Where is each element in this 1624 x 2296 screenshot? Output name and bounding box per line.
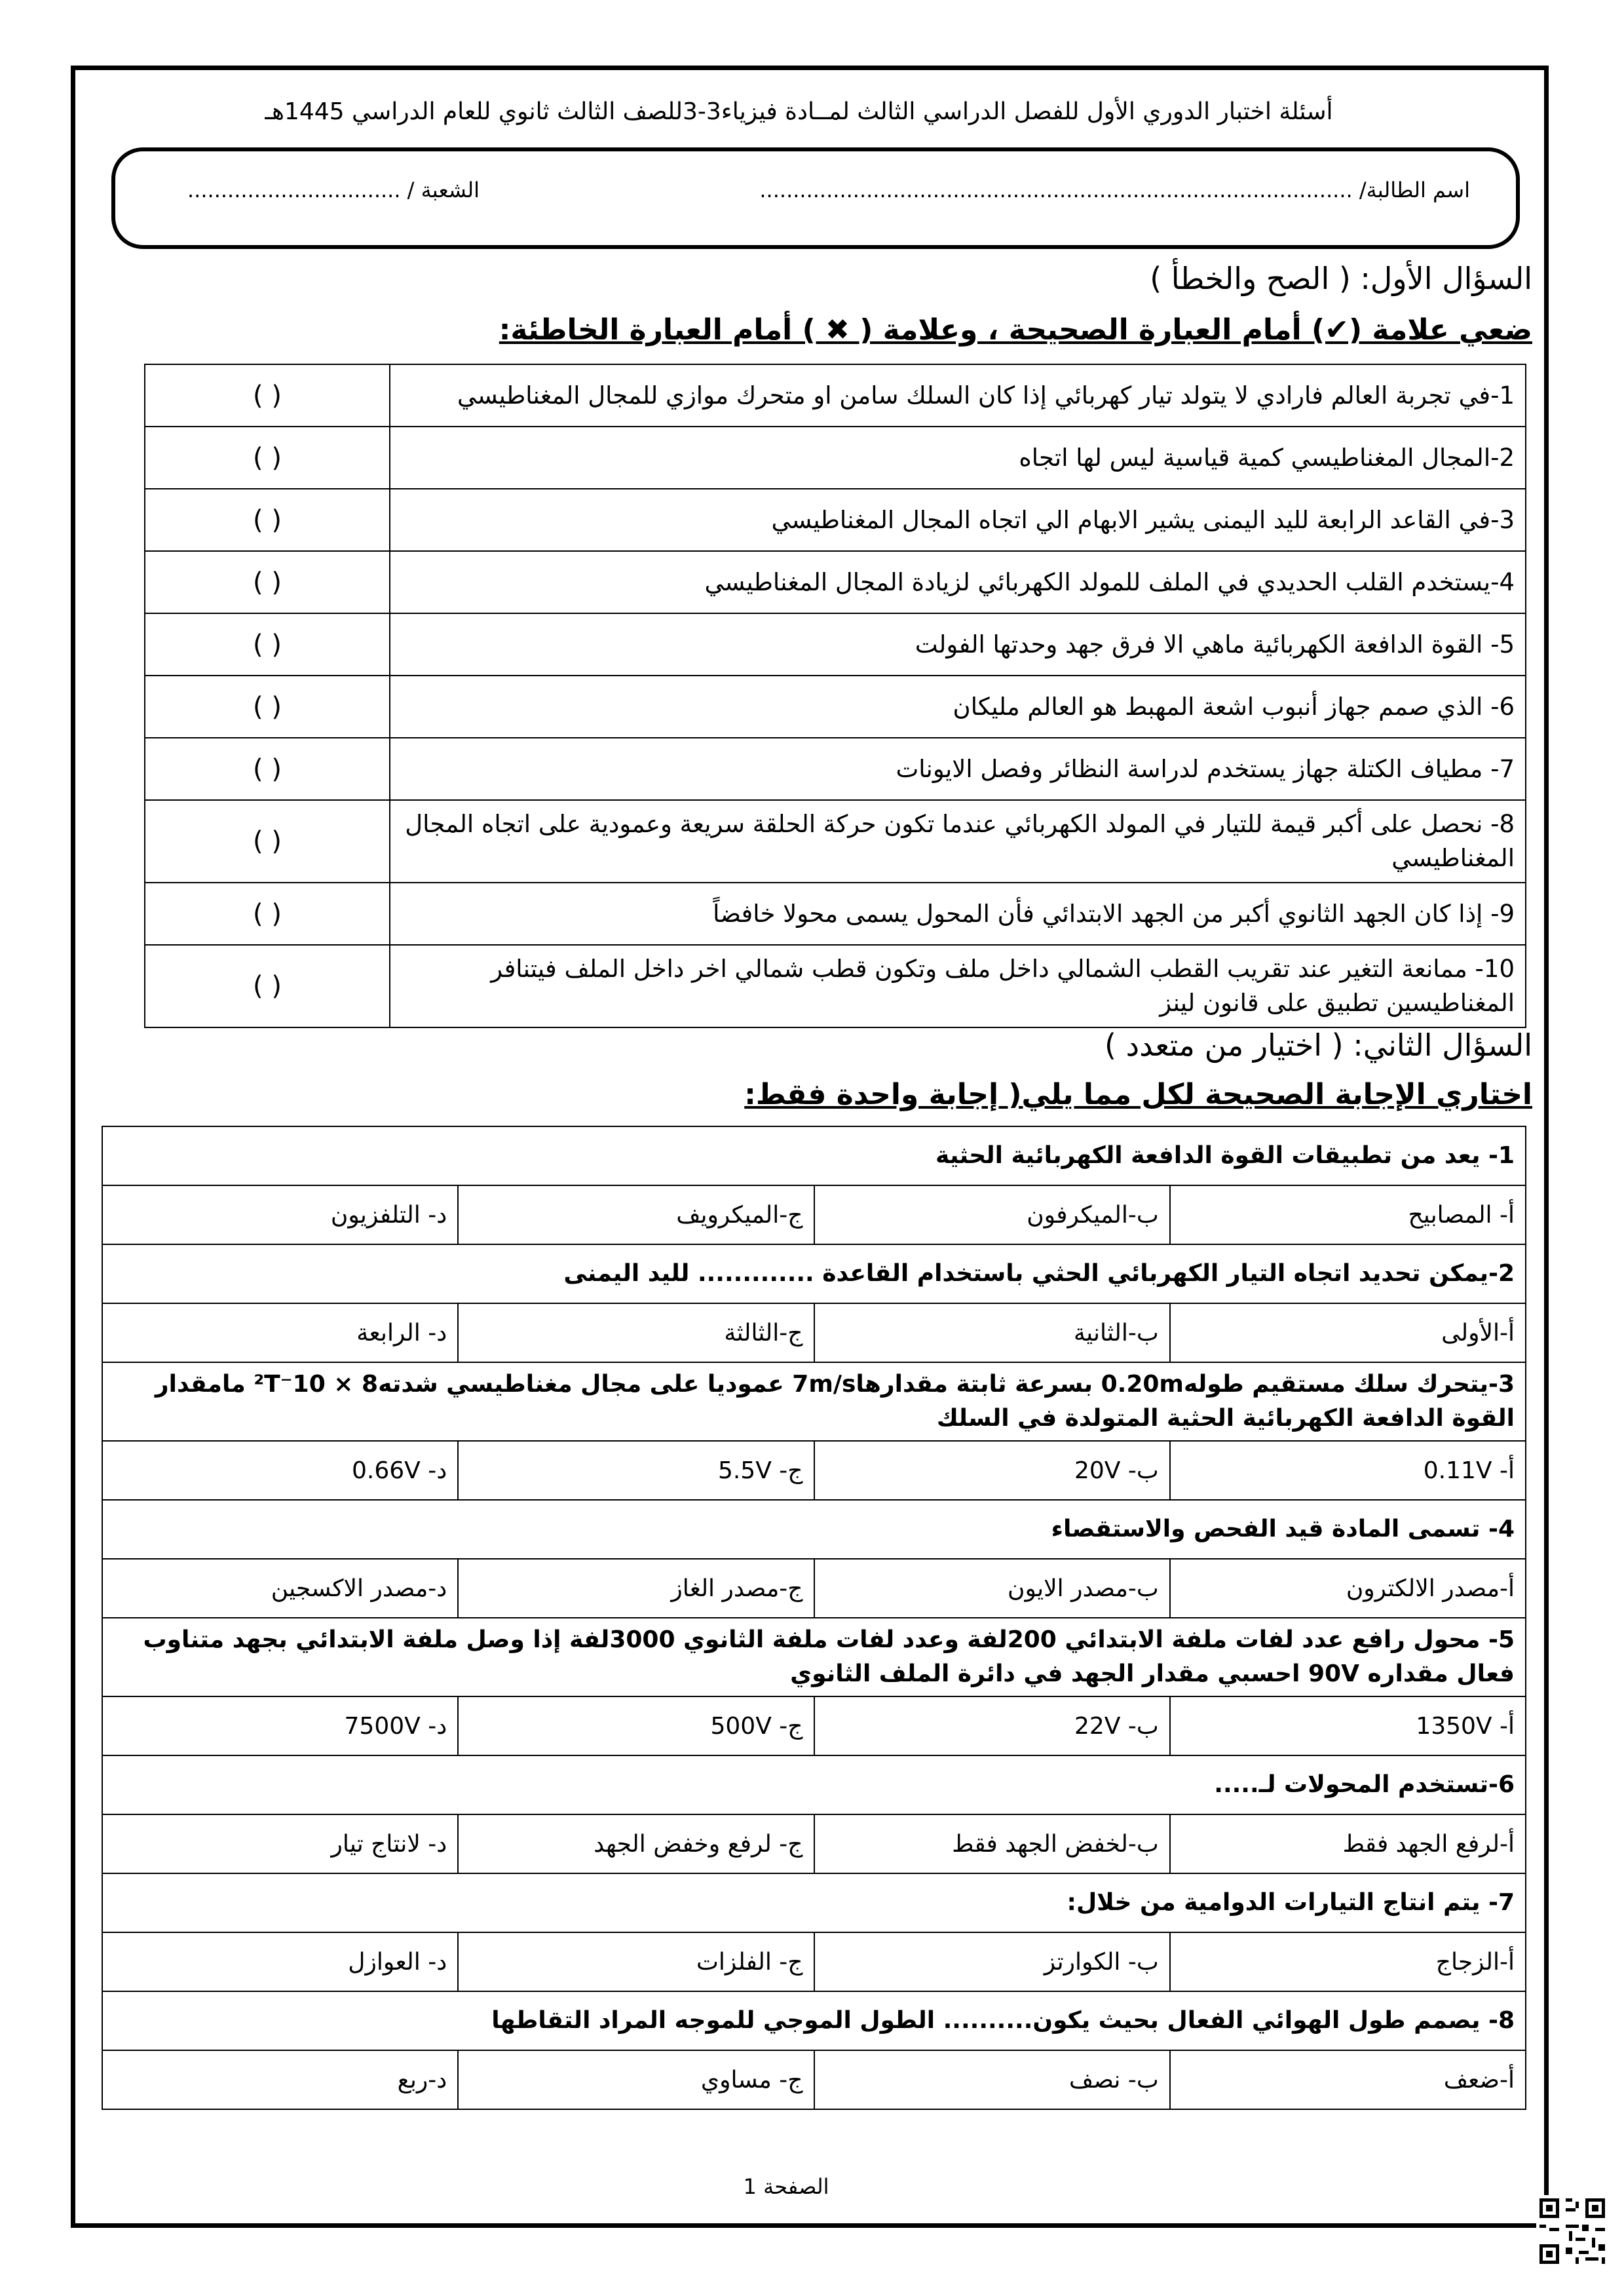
mc-question: 8- يصمم طول الهوائي الفعال بحيث يكون.......... الطول الموجي للموجه المراد التقاطها (102, 1991, 1526, 2050)
mc-options-row (102, 1441, 1526, 1500)
mc-question-row (102, 1991, 1526, 2050)
mc-option[interactable]: د- الرابعة (102, 1303, 458, 1362)
mc-option[interactable]: ج- الفلزات (458, 1932, 814, 1991)
tf-row (145, 489, 1526, 551)
mc-options-row (102, 1696, 1526, 1755)
tf-row (145, 883, 1526, 945)
tf-statement: 6- الذي صمم جهاز أنبوب اشعة المهبط هو العالم مليكان (390, 676, 1526, 738)
q1-heading: السؤال الأول: ( الصح والخطأ ) (1150, 261, 1532, 296)
tf-answer-mark[interactable]: ( ) (145, 489, 390, 551)
mc-question: 5- محول رافع عدد لفات ملفة الابتدائي 200لفة وعدد لفات ملفة الثانوي 3000لفة إذا وصل ملفة الابتدائي بجهد متناوب فعال مقداره 90V احسبي مقدار الجهد في دائرة الملف الثانوي (102, 1618, 1526, 1696)
mc-question-row (102, 1873, 1526, 1932)
student-info-box (111, 147, 1520, 249)
q2-heading: السؤال الثاني: ( اختيار من متعدد ) (1105, 1027, 1532, 1063)
mc-option[interactable]: ج-مصدر الغاز (458, 1559, 814, 1618)
tf-answer-mark[interactable]: ( ) (145, 738, 390, 800)
mc-option[interactable]: ب- الكوارتز (814, 1932, 1170, 1991)
mc-option[interactable]: د-مصدر الاكسجين (102, 1559, 458, 1618)
mc-options-row (102, 1185, 1526, 1244)
mc-question: 4- تسمى المادة قيد الفحص والاستقصاء (102, 1500, 1526, 1559)
tf-statement: 8- نحصل على أكبر قيمة للتيار في المولد الكهربائي عندما تكون حركة الحلقة سريعة وعمودية على اتجاه المجال المغناطيسي (390, 800, 1526, 883)
mc-option[interactable]: أ-الزجاج (1170, 1932, 1526, 1991)
true-false-table (144, 364, 1526, 1028)
mc-option[interactable]: د- العوازل (102, 1932, 458, 1991)
tf-answer-mark[interactable]: ( ) (145, 883, 390, 945)
mc-option[interactable]: ج- 500V (458, 1696, 814, 1755)
mc-option[interactable]: أ-مصدر الالكترون (1170, 1559, 1526, 1618)
mc-question-row (102, 1362, 1526, 1441)
mc-option[interactable]: ج- لرفع وخفض الجهد (458, 1814, 814, 1873)
mc-option[interactable]: ب- 20V (814, 1441, 1170, 1500)
mc-options-row (102, 1932, 1526, 1991)
tf-answer-mark[interactable]: ( ) (145, 676, 390, 738)
mc-options-row (102, 2050, 1526, 2109)
tf-statement: 4-يستخدم القلب الحديدي في الملف للمولد الكهربائي لزيادة المجال المغناطيسي (390, 551, 1526, 613)
mc-option[interactable]: د- لانتاج تيار (102, 1814, 458, 1873)
mc-option[interactable]: ب-لخفض الجهد فقط (814, 1814, 1170, 1873)
tf-row (145, 676, 1526, 738)
tf-row (145, 800, 1526, 883)
multiple-choice-table (102, 1126, 1526, 2110)
tf-answer-mark[interactable]: ( ) (145, 800, 390, 883)
mc-option[interactable]: أ- 1350V (1170, 1696, 1526, 1755)
tf-answer-mark[interactable]: ( ) (145, 551, 390, 613)
student-name-field[interactable]: اسم الطالبة/ ......................................................................................... (759, 178, 1470, 202)
mc-option[interactable]: ج-الثالثة (458, 1303, 814, 1362)
tf-row (145, 613, 1526, 676)
tf-row (145, 551, 1526, 613)
tf-row (145, 945, 1526, 1027)
tf-answer-mark[interactable]: ( ) (145, 364, 390, 427)
q2-instruction: اختاري الإجابة الصحيحة لكل مما يلي( إجابة واحدة فقط: (744, 1078, 1532, 1111)
mc-options-row (102, 1814, 1526, 1873)
tf-answer-mark[interactable]: ( ) (145, 613, 390, 676)
mc-question: 6-تستخدم المحولات لـ..... (102, 1755, 1526, 1814)
tf-statement: 3-في القاعد الرابعة لليد اليمنى يشير الابهام الي اتجاه المجال المغناطيسي (390, 489, 1526, 551)
tf-answer-mark[interactable]: ( ) (145, 427, 390, 489)
mc-question: 3-يتحرك سلك مستقيم طوله0.20m بسرعة ثابتة مقدارها7m/s عموديا على مجال مغناطيسي شدته8 × 10⁻²T مامقدار القوة الدافعة الكهربائية الحثية المتولدة في السلك (102, 1362, 1526, 1441)
mc-option[interactable]: د- 0.66V (102, 1441, 458, 1500)
mc-option[interactable]: ب-الميكرفون (814, 1185, 1170, 1244)
mc-option[interactable]: أ-لرفع الجهد فقط (1170, 1814, 1526, 1873)
tf-row (145, 427, 1526, 489)
mc-option[interactable]: د- التلفزيون (102, 1185, 458, 1244)
page-title: أسئلة اختبار الدوري الأول للفصل الدراسي الثالث لمــادة فيزياء3-3للصف الثالث ثانوي للعام الدراسي 1445هـ (265, 98, 1333, 125)
q1-instruction: ضعي علامة (✔) أمام العبارة الصحيحة ، وعلامة ( ✖ ) أمام العبارة الخاطئة: (499, 313, 1532, 347)
tf-statement: 7- مطياف الكتلة جهاز يستخدم لدراسة النظائر وفصل الايونات (390, 738, 1526, 800)
qr-code-icon (1536, 2195, 1608, 2267)
mc-question-row (102, 1244, 1526, 1303)
mc-question-row (102, 1618, 1526, 1696)
section-field[interactable]: الشعبة / ................................ (187, 178, 480, 202)
mc-option[interactable]: ب- 22V (814, 1696, 1170, 1755)
tf-statement: 1-في تجربة العالم فارادي لا يتولد تيار كهربائي إذا كان السلك سامن او متحرك موازي للمجال المغناطيسي (390, 364, 1526, 427)
mc-option[interactable]: أ-الأولى (1170, 1303, 1526, 1362)
mc-options-row (102, 1559, 1526, 1618)
mc-question: 1- يعد من تطبيقات القوة الدافعة الكهربائية الحثية (102, 1126, 1526, 1185)
mc-option[interactable]: ج-الميكرويف (458, 1185, 814, 1244)
mc-question-row (102, 1126, 1526, 1185)
tf-statement: 10- ممانعة التغير عند تقريب القطب الشمالي داخل ملف وتكون قطب شمالي اخر داخل الملف فيتنافر المغناطيسين تطبيق على قانون لينز (390, 945, 1526, 1027)
tf-statement: 2-المجال المغناطيسي كمية قياسية ليس لها اتجاه (390, 427, 1526, 489)
page-number: الصفحة 1 (743, 2174, 829, 2199)
tf-row (145, 738, 1526, 800)
mc-option[interactable]: أ- 0.11V (1170, 1441, 1526, 1500)
mc-option[interactable]: ج- مساوي (458, 2050, 814, 2109)
mc-question: 7- يتم انتاج التيارات الدوامية من خلال: (102, 1873, 1526, 1932)
mc-option[interactable]: د-ربع (102, 2050, 458, 2109)
tf-answer-mark[interactable]: ( ) (145, 945, 390, 1027)
mc-question-row (102, 1755, 1526, 1814)
mc-option[interactable]: د- 7500V (102, 1696, 458, 1755)
tf-statement: 9- إذا كان الجهد الثانوي أكبر من الجهد الابتدائي فأن المحول يسمى محولا خافضاً (390, 883, 1526, 945)
mc-option[interactable]: ب-الثانية (814, 1303, 1170, 1362)
mc-question: 2-يمكن تحديد اتجاه التيار الكهربائي الحثي باستخدام القاعدة ............. لليد اليمنى (102, 1244, 1526, 1303)
mc-option[interactable]: ب- نصف (814, 2050, 1170, 2109)
mc-option[interactable]: أ-ضعف (1170, 2050, 1526, 2109)
tf-statement: 5- القوة الدافعة الكهربائية ماهي الا فرق جهد وحدتها الفولت (390, 613, 1526, 676)
mc-option[interactable]: أ- المصابيح (1170, 1185, 1526, 1244)
tf-row (145, 364, 1526, 427)
mc-option[interactable]: ج- 5.5V (458, 1441, 814, 1500)
mc-options-row (102, 1303, 1526, 1362)
mc-option[interactable]: ب-مصدر الايون (814, 1559, 1170, 1618)
mc-question-row (102, 1500, 1526, 1559)
